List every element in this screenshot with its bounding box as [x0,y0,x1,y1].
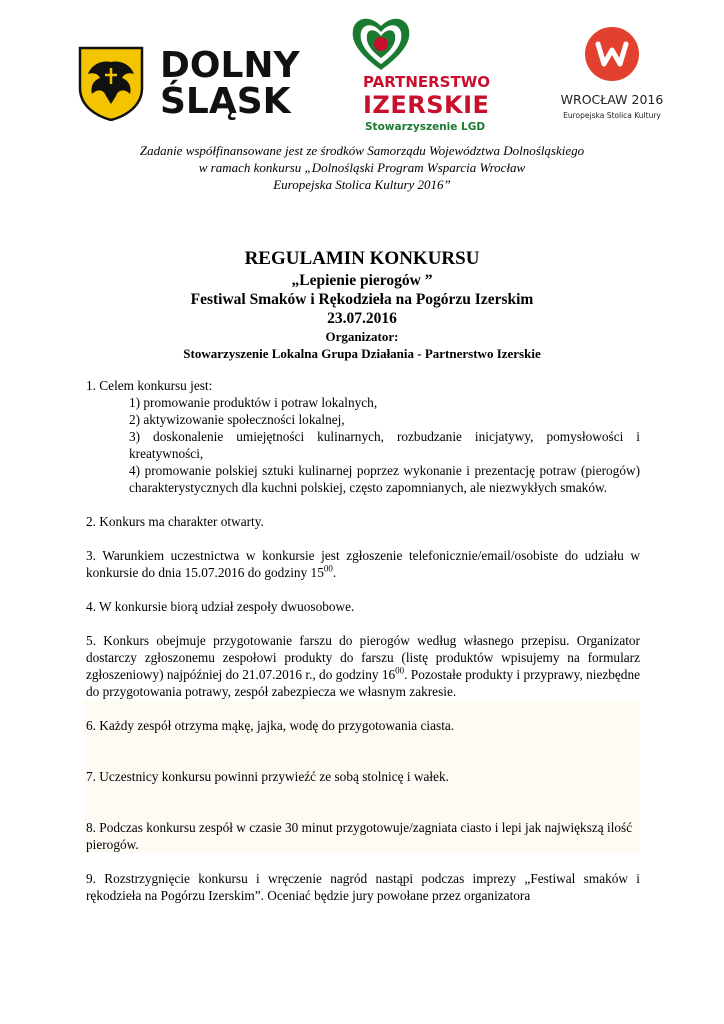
list-item: 2) aktywizowanie społeczności lokalnej, [129,412,345,427]
rule-5-text-end: . Pozostałe produkty i przyprawy, niezbędne do przygotowania potrawy, zespół zabezpiecza we własnym zakresie. [86,667,640,699]
contest-name: „Lepienie pierogów ” [291,272,433,289]
list-item: 1) promowanie produktów i potraw lokalnych, [129,395,378,410]
dolny-slask-logo [78,46,313,121]
rule-1-list [129,394,640,496]
partnerstwo-line1: PARTNERSTWO [363,73,491,91]
rule-3-time-sup: 00 [323,563,333,574]
w-circle-icon [584,26,640,82]
dolny-slask-line2: ŚLĄSK [160,81,291,122]
cofinancing-note [0,142,724,193]
rule-7: 7. Uczestnicy konkursu powinni przywieźć ze sobą stolnicę i wałek. [86,769,449,784]
highlighted-rules [84,700,640,853]
dolny-slask-line1: DOLNY [160,45,300,86]
rule-5-text: 5. Konkurs obejmuje przygotowanie farszu do pierogów według własnego przepisu. Organizator dostarczy zgłoszonemu zespołowi produkty do farszu (listę produktów wpisujemy na formularz zgłoszeniowy) najpóźniej do 21.07.2016 r., do godziny 16 [86,633,640,682]
organizer-name: Stowarzyszenie Lokalna Grupa Działania - Partnerstwo Izerskie [183,346,541,361]
partnerstwo-izerskie-logo [345,14,495,139]
cofinancing-line: Europejska Stolica Kultury 2016” [273,177,451,192]
event-name: Festiwal Smaków i Rękodzieła na Pogórzu Izerskim [190,291,534,308]
heart-emblem-icon [349,14,413,72]
cofinancing-line: w ramach konkursu „Dolnośląski Program Wsparcia Wrocław [198,160,526,175]
cofinancing-line: Zadanie współfinansowane jest ze środków Samorządu Województwa Dolnośląskiego [139,143,585,158]
partnerstwo-line3: Stowarzyszenie LGD [365,121,486,133]
rules-body [86,377,640,904]
partnerstwo-line2: IZERSKIE [363,91,490,119]
coat-of-arms-icon [78,46,144,121]
rule-3-end: . [332,565,337,580]
rule-9: 9. Rozstrzygnięcie konkursu i wręczenie nagród nastąpi podczas imprezy „Festiwal smaków i rękodzieła na Pogórzu Izerskim”. Oceniać będzie jury powołane przez organizatora [86,871,640,903]
wroclaw-2016-logo [552,22,672,132]
organizer-label: Organizator: [325,329,399,344]
rule-4: 4. W konkursie biorą udział zespoły dwuosobowe. [86,599,355,614]
wroclaw-line2: Europejska Stolica Kultury [563,111,661,120]
rule-5-time-sup: 00 [395,665,405,676]
rule-6: 6. Każdy zespół otrzyma mąkę, jajka, wodę do przygotowania ciasta. [86,718,455,733]
rule-5 [86,632,640,700]
rule-3 [86,547,640,581]
document-title: REGULAMIN KONKURSU [244,248,480,269]
wroclaw-line1: WROCŁAW 2016 [560,92,664,107]
rule-8: 8. Podczas konkursu zespół w czasie 30 minut przygotowuje/zagniata ciasto i lepi jak największą ilość pierogów. [86,820,633,852]
rule-3-text: 3. Warunkiem uczestnictwa w konkursie jest zgłoszenie telefonicznie/email/osobiste do udziału w konkursie do dnia 15.07.2016 do godziny 15 [86,548,640,580]
event-date: 23.07.2016 [327,310,397,327]
rule-2: 2. Konkurs ma charakter otwarty. [86,514,264,529]
list-item: 3) doskonalenie umiejętności kulinarnych, rozbudzanie inicjatywy, pomysłowości i kreatywności, [129,429,640,461]
title-block [0,246,724,362]
list-item: 4) promowanie polskiej sztuki kulinarnej poprzez wykonanie i prezentację potraw (pierogów) charakterystycznych dla kuchni polskiej, często zapomnianych, ale niezwykłych smaków. [129,463,640,495]
rule-1-intro: 1. Celem konkursu jest: [86,378,213,393]
